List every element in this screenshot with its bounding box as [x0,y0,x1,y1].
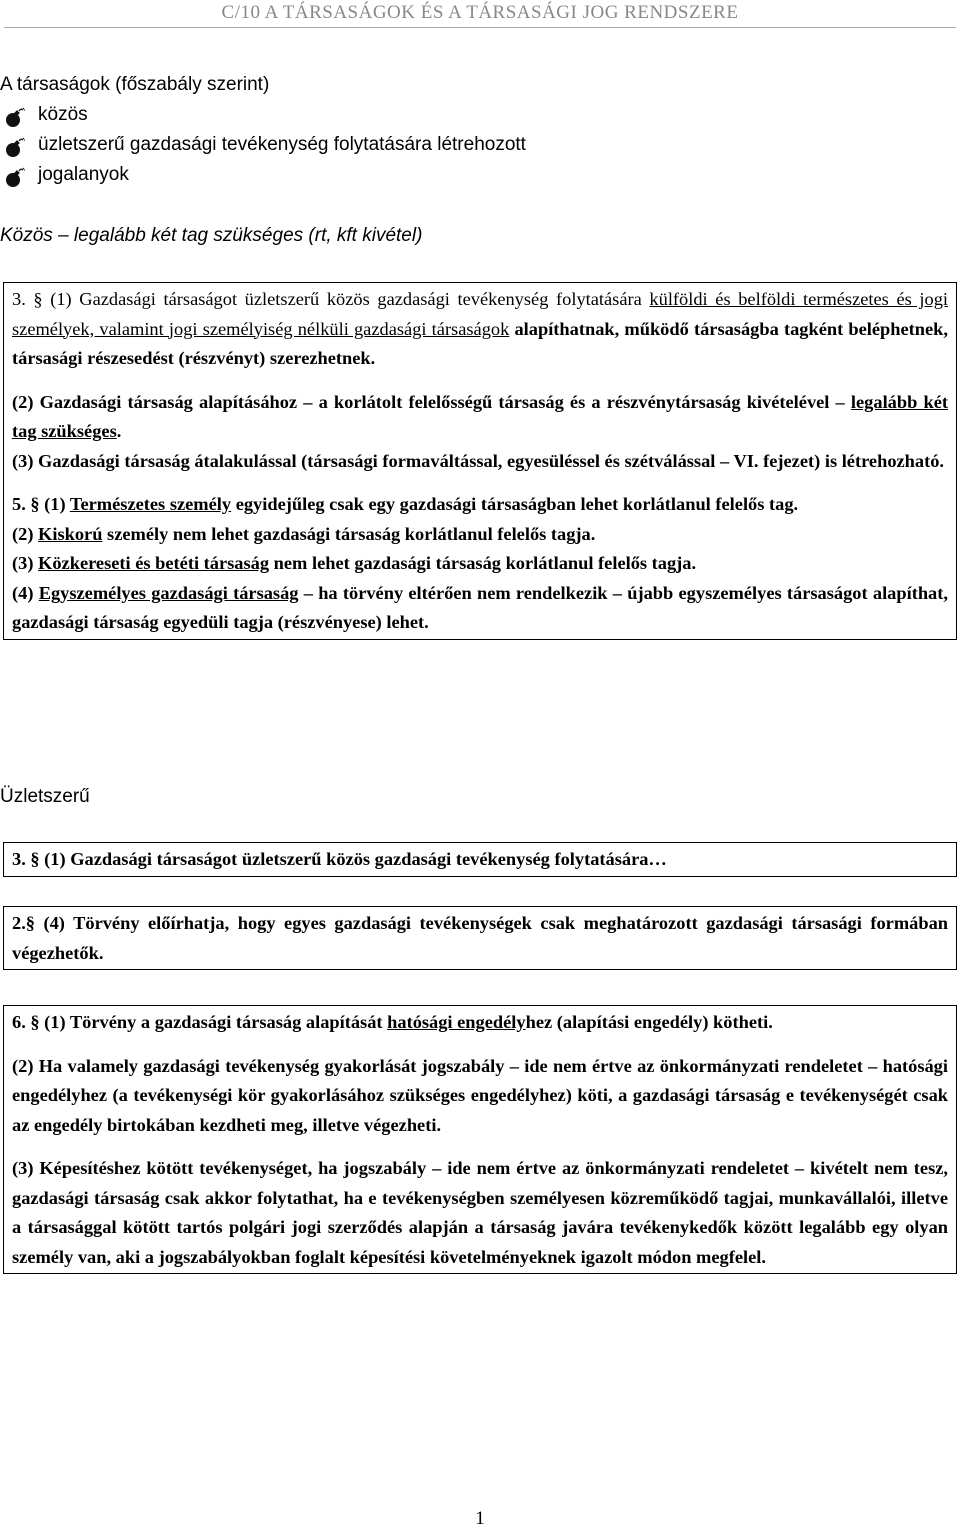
bullet-text: üzletszerű gazdasági tevékenység folytatására létrehozott [38,134,526,155]
bomb-icon [4,107,26,129]
law-paragraph: (3) Közkereseti és betéti társaság nem lehet gazdasági társaság korlátlanul felelős tagja. [12,553,697,573]
law-excerpt-box [3,906,957,970]
bullet-text: közös [38,104,88,125]
bomb-icon [4,137,26,159]
section-heading: Üzletszerű [0,786,90,807]
law-paragraph: (2) Gazdasági társaság alapításához – a korlátolt felelősségű társaság és a részvénytársaság kivételével – legalább két tag szükséges. [12,391,948,441]
page-number: 1 [475,1508,485,1529]
law-paragraph: 3. § (1) Gazdasági társaságot üzletszerű közös gazdasági tevékenység folytatására… [12,849,667,869]
law-paragraph: (2) Ha valamely gazdasági tevékenység gyakorlását jogszabály – ide nem értve az önkormányzati rendeletet – hatósági engedélyhez (a tevékenységi kör gyakorlásához szükséges engedélyhez) köti, a gazdasági társaság e tevékenységét csak az engedély birtokában kezdheti meg, illetve végezheti. [12,1055,948,1135]
law-paragraph: (3) Képesítéshez kötött tevékenységet, ha jogszabály – ide nem értve az önkormányzati rendeletet – kivételt nem tesz, gazdasági társaság csak akkor folytathat, ha e tevékenységben személyesen közreműködő tagjai, munkavállalói, illetve a társasággal kötött tartós polgári jogi szerződés alapján a társaság javára tevékenykedők között legalább egy olyan személy van, aki a jogszabályokban foglalt képesítési követelményeknek igazolt módon megfelel. [12,1158,948,1267]
bomb-icon [4,167,26,189]
intro-heading: A társaságok (főszabály szerint) [0,74,270,95]
intro-note: Közös – legalább két tag szükséges (rt, kft kivétel) [0,225,423,246]
law-paragraph: (4) Egyszemélyes gazdasági társaság – ha törvény eltérően nem rendelkezik – újabb egyszemélyes társaságot alapíthat, gazdasági társaság egyedüli tagja (részvényese) lehet. [12,582,948,632]
law-paragraph: 2.§ (4) Törvény előírhatja, hogy egyes gazdasági tevékenységek csak meghatározott gazdasági társasági formában végezhetők. [12,913,948,963]
header-divider [4,27,956,28]
law-paragraph: (3) Gazdasági társaság átalakulással (társasági formaváltással, egyesüléssel és szétválással – VI. fejezet) is létrehozható. [12,450,945,471]
law-excerpt-box [3,1005,957,1274]
bullet-text: jogalanyok [38,164,129,185]
law-paragraph: 5. § (1) Természetes személy egyidejűleg csak egy gazdasági társaságban lehet korlátlanul felelős tag. [12,494,799,514]
page-header: C/10 A TÁRSASÁGOK ÉS A TÁRSASÁGI JOG RENDSZERE [221,2,739,23]
law-paragraph: (2) Kiskorú személy nem lehet gazdasági társaság korlátlanul felelős tagja. [12,523,596,544]
law-excerpt-box [3,842,957,877]
law-paragraph: 3. § (1) Gazdasági társaságot üzletszerű közös gazdasági tevékenység folytatására külföldi és belföldi természetes és jogi személyek, valamint jogi személyiség nélküli gazdasági társaságok alapíthatnak, működő társaságba tagként beléphetnek, társasági részesedést (részvényt) szerezhetnek. [12,289,948,368]
law-excerpt-box [3,282,957,640]
law-paragraph: 6. § (1) Törvény a gazdasági társaság alapítását hatósági engedélyhez (alapítási engedély) kötheti. [12,1012,773,1032]
